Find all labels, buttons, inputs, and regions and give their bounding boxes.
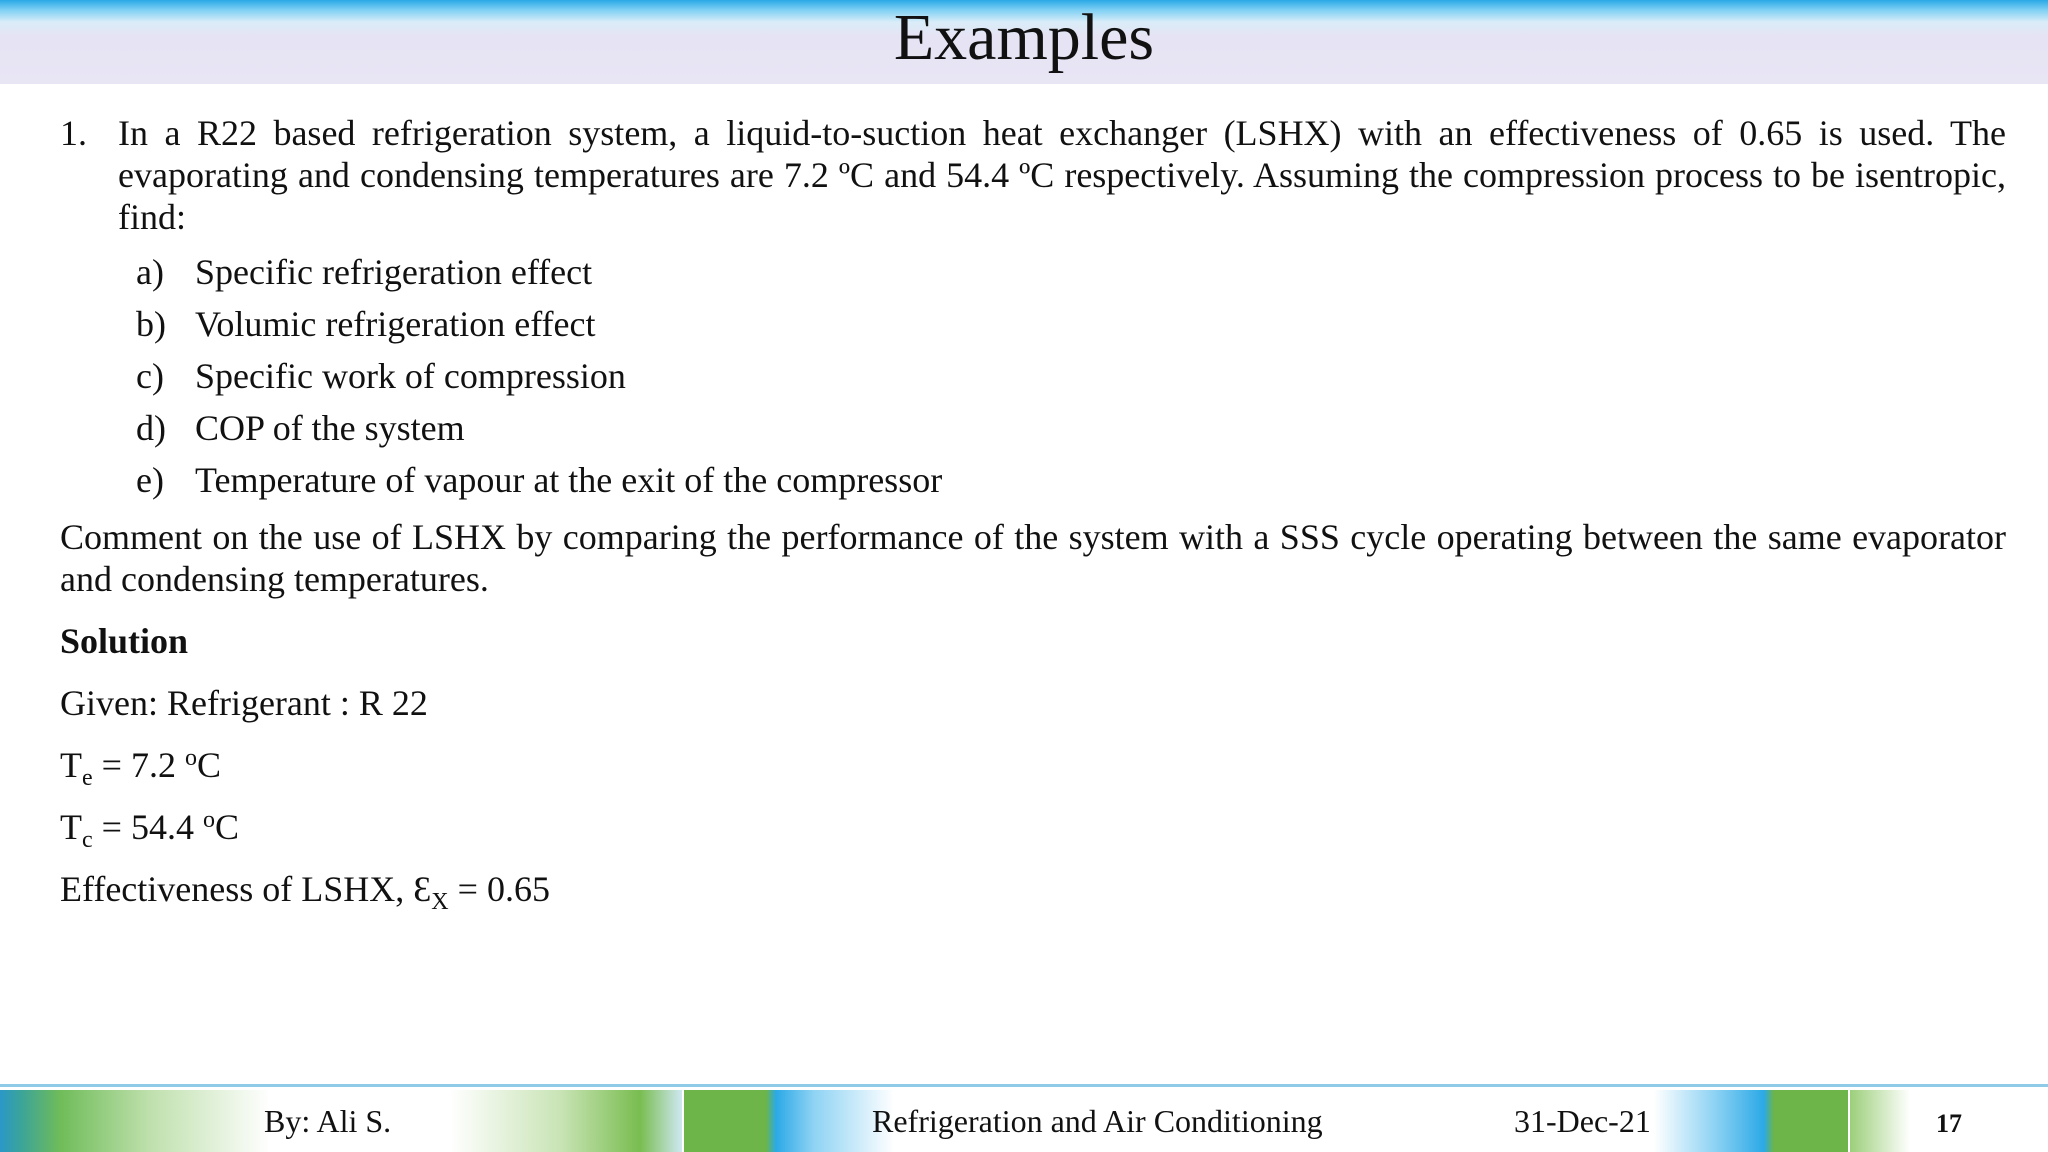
tc-value: = 54.4 [92,807,203,847]
list-item-letter: b) [136,304,166,344]
footer-author: By: Ali S. [264,1103,392,1139]
evaporating-temperature [60,744,2006,791]
list-item-text: Temperature of vapour at the exit of the compressor [195,460,943,500]
solution-heading: Solution [60,621,189,661]
list-item [136,246,2006,298]
footer-bar [0,1084,2048,1152]
list-item-text: Specific refrigeration effect [195,252,593,292]
sub-question-list [60,246,2006,506]
tc-degree: o [202,807,215,833]
te-unit: C [196,745,221,785]
te-value: = 7.2 [92,745,185,785]
list-item-text: Volumic refrigeration effect [195,304,596,344]
te-degree: o [184,745,197,771]
slide-body [60,112,2006,915]
list-item-text: Specific work of compression [195,356,626,396]
list-item [136,350,2006,402]
list-item [136,298,2006,350]
list-item-letter: c) [136,356,164,396]
list-item-letter: a) [136,252,164,292]
list-item-letter: e) [136,460,164,500]
question-number: 1. [60,113,87,153]
footer-course-title: Refrigeration and Air Conditioning [872,1103,1323,1139]
list-item [136,454,2006,506]
comment-paragraph: Comment on the use of LSHX by comparing the performance of the system with a SSS cycle operating between the same evaporator and condensing temperatures. [60,517,2006,599]
effectiveness-subscript: X [431,889,449,915]
question-item [60,112,2006,238]
te-symbol: T [60,745,82,785]
list-item [136,402,2006,454]
tc-unit: C [214,807,239,847]
question-text: In a R22 based refrigeration system, a liquid-to-suction heat exchanger (LSHX) with an effectiveness of 0.65 is used. The evaporating and condensing temperatures are 7.2 ºC and 54.4 ºC respectively. Assuming the compression process to be isentropic, find: [118,113,2006,237]
list-item-letter: d) [136,408,166,448]
footer-date: 31-Dec-21 [1514,1103,1651,1139]
title-band [0,0,2048,84]
tc-symbol: T [60,807,82,847]
effectiveness-label: Effectiveness of LSHX, Ɛ [60,869,432,909]
lshx-effectiveness [60,868,2006,915]
given-refrigerant: Given: Refrigerant : R 22 [60,683,428,723]
tc-subscript: c [82,827,93,853]
slide-title: Examples [893,1,1155,74]
list-item-text: COP of the system [195,408,465,448]
te-subscript: e [82,765,93,791]
effectiveness-value: = 0.65 [448,869,550,909]
condensing-temperature [60,806,2006,853]
page-number: 17 [1936,1109,1962,1138]
